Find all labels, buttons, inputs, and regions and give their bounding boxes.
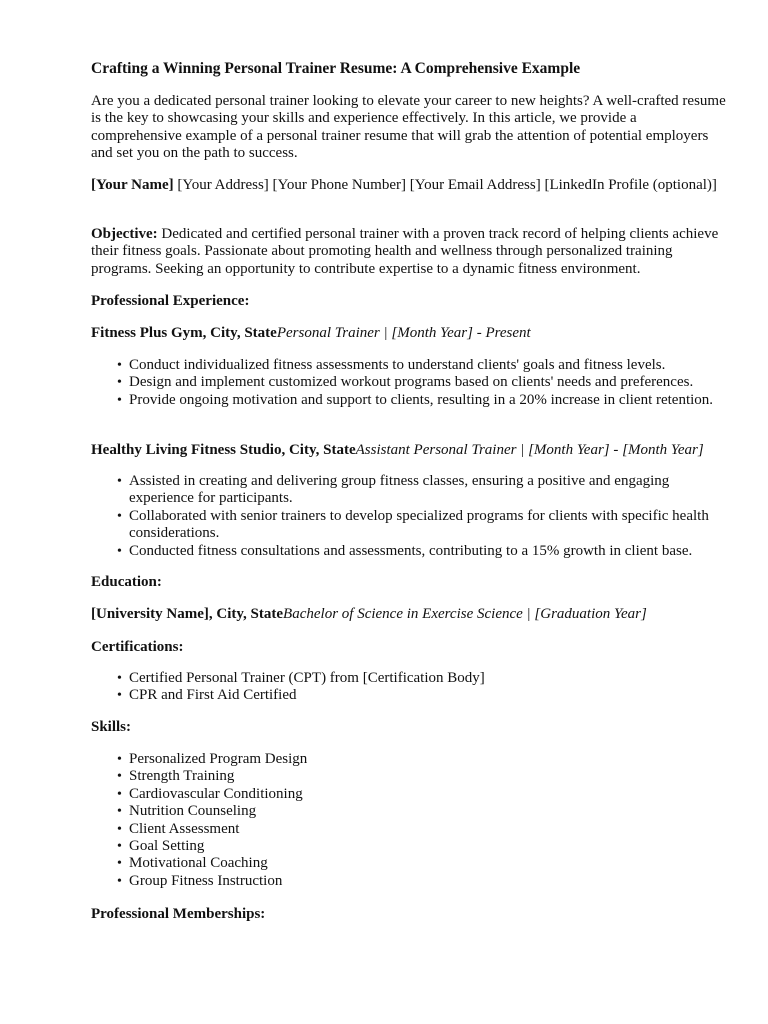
bullet-icon: •: [117, 839, 122, 855]
bullet-icon: •: [117, 392, 122, 408]
list-item: • Provide ongoing motivation and support to clients, resulting in a 20% increase in client retention.: [117, 391, 714, 408]
education-heading: Education:: [91, 574, 162, 590]
bullet-icon: •: [117, 786, 122, 802]
bullet-icon: •: [117, 856, 122, 872]
page-title: Crafting a Winning Personal Trainer Resume: A Comprehensive Example: [91, 60, 581, 77]
bullet-icon: •: [117, 804, 122, 820]
skills-heading: Skills:: [91, 719, 132, 735]
bullet-icon: •: [117, 688, 122, 704]
objective-section: [91, 226, 731, 278]
list-item: • Strength Training: [117, 768, 235, 785]
bullet-icon: •: [117, 769, 122, 785]
certifications-heading: Certifications:: [91, 639, 184, 655]
bullet-icon: •: [117, 375, 122, 391]
job-responsibilities-list: [91, 357, 721, 409]
job-organization: Healthy Living Fitness Studio, City, State: [91, 442, 356, 458]
objective-label: Objective:: [91, 226, 158, 242]
bullet-icon: •: [117, 821, 122, 837]
job-role: Assistant Personal Trainer | [Month Year] - [Month Year]: [355, 442, 704, 458]
job-organization: Fitness Plus Gym, City, State: [91, 325, 277, 341]
certifications-list: [91, 670, 721, 705]
bullet-icon: •: [117, 873, 122, 889]
contact-name: [Your Name]: [91, 177, 174, 193]
objective-text: Dedicated and certified personal trainer with a proven track record of helping clients achieve their fitness goals. Passionate about promoting health and wellness through personalized training programs. Seeking an opportunity to contribute expertise to a dynamic fitness environment.: [91, 226, 719, 277]
list-item: • Conduct individualized fitness assessments to understand clients' goals and fitness levels.: [117, 357, 666, 373]
education-line: [91, 606, 647, 623]
bullet-icon: •: [117, 752, 122, 767]
contact-details: [Your Address] [Your Phone Number] [Your Email Address] [LinkedIn Profile (optional)]: [177, 177, 717, 193]
job-role: Personal Trainer | [Month Year] - Present: [276, 325, 531, 341]
bullet-icon: •: [117, 508, 122, 524]
memberships-heading: Professional Memberships:: [91, 906, 266, 922]
bullet-icon: •: [117, 358, 122, 373]
degree: Bachelor of Science in Exercise Science | [Graduation Year]: [283, 606, 647, 622]
list-item: • Conducted fitness consultations and assessments, contributing to a 15% growth in client base.: [117, 542, 693, 559]
list-item: • Cardiovascular Conditioning: [117, 785, 303, 802]
university-name: [University Name], City, State: [91, 606, 284, 622]
list-item: • Goal Setting: [117, 838, 205, 855]
list-item: • Nutrition Counseling: [117, 803, 257, 820]
list-item: • CPR and First Aid Certified: [117, 687, 297, 704]
list-item: • Assisted in creating and delivering group fitness classes, ensuring a positive and engaging experience for participants.: [117, 473, 670, 507]
list-item: • Motivational Coaching: [117, 855, 268, 872]
list-item: • Certified Personal Trainer (CPT) from [Certification Body]: [117, 670, 485, 686]
bullet-icon: •: [117, 543, 122, 559]
list-item: • Group Fitness Instruction: [117, 872, 283, 889]
bullet-icon: •: [117, 671, 122, 686]
skills-list: [91, 751, 721, 890]
bullet-icon: •: [117, 474, 122, 489]
job-responsibilities-list: [91, 473, 721, 560]
job-title-line: [91, 442, 704, 459]
list-item: • Client Assessment: [117, 820, 240, 837]
list-item: • Collaborated with senior trainers to develop specialized programs for clients with specific health considerations.: [117, 507, 709, 542]
experience-heading: Professional Experience:: [91, 293, 250, 309]
intro-paragraph: Are you a dedicated personal trainer looking to elevate your career to new heights? A well-crafted resume is the key to showcasing your skills and experience effectively. In this article, we provide a comprehensive example of a personal trainer resume that will grab the attention of potential employers and set you on the path to success.: [91, 93, 726, 162]
list-item: • Personalized Program Design: [117, 751, 308, 767]
contact-info: [91, 177, 731, 194]
job-title-line: [91, 325, 531, 342]
list-item: • Design and implement customized workout programs based on clients' needs and preferences.: [117, 374, 694, 391]
